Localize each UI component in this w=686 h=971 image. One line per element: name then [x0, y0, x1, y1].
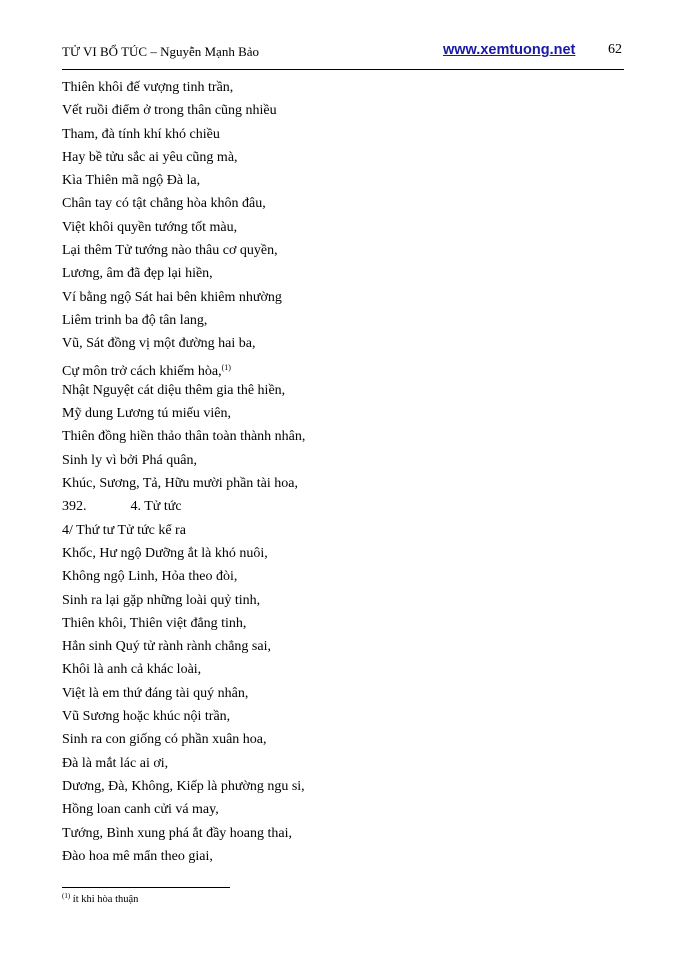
page-number: 62: [608, 42, 622, 57]
footnote-reference[interactable]: (1): [221, 362, 231, 372]
poem-line: Thiên khôi đế vượng tinh trần,: [62, 80, 234, 95]
poem-line: Dương, Đà, Không, Kiếp là phường ngu si,: [62, 778, 305, 794]
poem-line: Mỹ dung Lương tú miếu viên,: [62, 406, 231, 422]
header-title: TỬ VI BỔ TÚC – Nguyễn Mạnh Bảo: [62, 44, 260, 59]
section-title: 4. Tử tức: [130, 499, 182, 515]
poem-line: Liêm trinh ba độ tân lang,: [62, 312, 208, 328]
poem-line: Vũ Sương hoặc khúc nội trần,: [62, 709, 231, 725]
poem-line: Đào hoa mê mẩn theo giai,: [62, 848, 213, 864]
poem-line: Lương, âm đã đẹp lại hiền,: [62, 266, 213, 282]
poem-line: Vết ruồi điểm ở trong thân cũng nhiều: [62, 103, 277, 119]
poem-line: Khúc, Sương, Tả, Hữu mười phần tài hoa,: [62, 476, 299, 492]
poem-line: Việt là em thứ đáng tài quý nhân,: [62, 685, 249, 701]
poem-line: Tham, đà tính khí khó chiều: [62, 126, 220, 142]
poem-line: Lại thêm Tử tướng nào thâu cơ quyền,: [62, 243, 278, 259]
poem-line: Sinh ra lại gặp những loài quỷ tinh,: [62, 592, 261, 608]
poem-line: Tướng, Bình xung phá ắt đầy hoang thai,: [62, 825, 293, 841]
poem-line: Không ngộ Linh, Hỏa theo đòi,: [62, 569, 238, 585]
poem-line: Thiên khôi, Thiên việt đẳng tinh,: [62, 615, 247, 631]
poem-body: [62, 76, 622, 868]
footnote: [62, 892, 138, 905]
footnote-rule: [62, 887, 230, 888]
poem-line-footnoted: [62, 356, 622, 379]
footnote-text: ít khi hòa thuận: [70, 894, 139, 905]
poem-line: Thiên đồng hiền thảo thân toàn thành nhân,: [62, 429, 306, 445]
poem-line: Hẳn sinh Quý tử rành rành chẳng sai,: [62, 639, 271, 655]
header-rule: [62, 69, 624, 70]
section-number: 392.: [62, 499, 87, 515]
poem-line: Hồng loan canh cửi vá may,: [62, 802, 219, 818]
website-link[interactable]: www.xemtuong.net: [443, 42, 576, 58]
poem-line: Khốc, Hư ngộ Dưỡng ắt là khó nuôi,: [62, 545, 268, 561]
poem-line: Đà là mắt lác ai ơi,: [62, 755, 169, 771]
poem-line: Sinh ly vì bởi Phá quân,: [62, 452, 197, 468]
poem-line: Kìa Thiên mã ngộ Đà la,: [62, 173, 201, 189]
poem-line: Hay bề tửu sắc ai yêu cũng mà,: [62, 149, 238, 165]
poem-line: Sinh ra con giống có phần xuân hoa,: [62, 732, 267, 748]
poem-line-text: Cự môn trở cách khiếm hòa,: [62, 363, 222, 379]
section-heading: [62, 495, 622, 518]
poem-line: Ví bằng ngộ Sát hai bên khiêm nhường: [62, 289, 282, 305]
poem-line: 4/ Thứ tư Tử tức kể ra: [62, 522, 186, 538]
poem-line: Khôi là anh cả khác loài,: [62, 662, 202, 678]
poem-line: Chân tay có tật chẳng hòa khôn đâu,: [62, 196, 266, 212]
poem-line: Vũ, Sát đồng vị một đường hai ba,: [62, 336, 256, 352]
poem-line: Việt khôi quyền tướng tốt màu,: [62, 219, 238, 235]
footnote-marker: (1): [62, 892, 71, 900]
poem-line: Nhật Nguyệt cát diệu thêm gia thê hiền,: [62, 382, 286, 398]
